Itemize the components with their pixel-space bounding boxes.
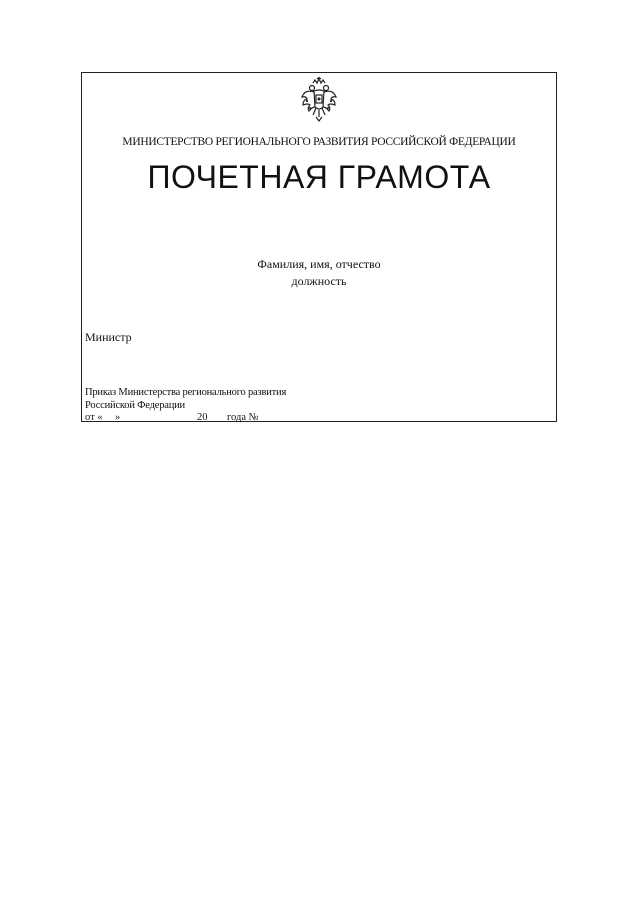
order-date-from: от « <box>85 412 103 423</box>
order-reference <box>85 387 286 412</box>
order-date-quote-close: » <box>115 412 121 423</box>
order-line-1: Приказ Министерства регионального развития <box>85 387 287 398</box>
order-date-year: 20 <box>197 412 208 423</box>
certificate-title: ПОЧЕТНАЯ ГРАМОТА <box>147 159 491 195</box>
position-placeholder: должность <box>291 274 347 288</box>
order-date-year-suffix: года № <box>227 412 259 423</box>
honorary-certificate <box>81 72 557 422</box>
order-line-2: Российской Федерации <box>85 399 185 411</box>
signatory-title: Министр <box>85 330 132 344</box>
order-date-line <box>85 412 285 424</box>
double-headed-eagle-icon <box>299 77 339 127</box>
ministry-name: МИНИСТЕРСТВО РЕГИОНАЛЬНОГО РАЗВИТИЯ РОССИЙСКОЙ ФЕДЕРАЦИИ <box>122 136 516 148</box>
full-name-placeholder: Фамилия, имя, отчество <box>257 257 381 271</box>
